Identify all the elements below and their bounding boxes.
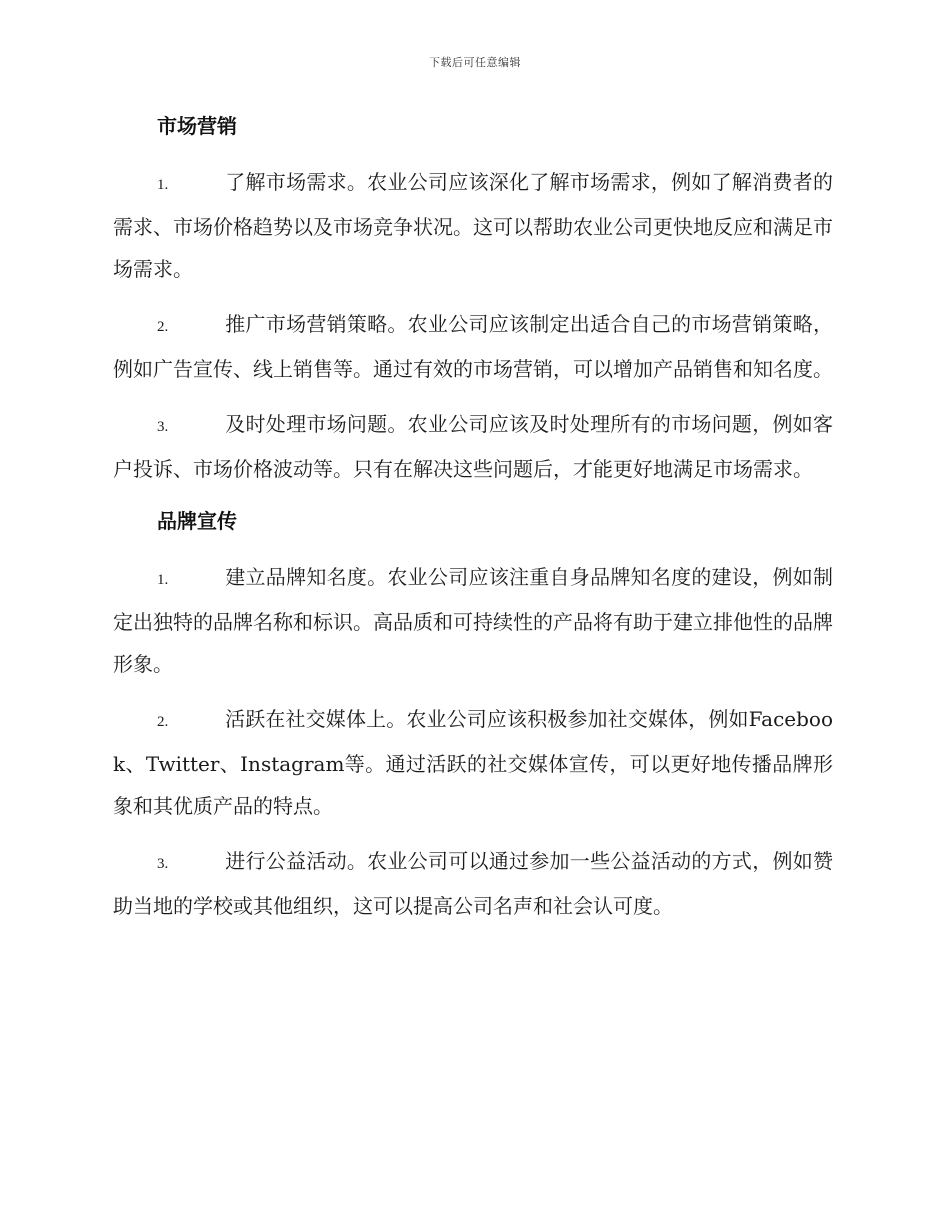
list-item-text: 进行公益活动。农业公司可以通过参加一些公益活动的方式，例如赞助当地的学校或其他组织，这可以提高公司名声和社会认可度。 [113,849,833,918]
page-header: 下载后可任意编辑 [429,56,521,69]
list-item [113,840,833,927]
document-body [113,108,833,940]
list-item-text: 及时处理市场问题。农业公司应该及时处理所有的市场问题，例如客户投诉、市场价格波动等。只有在解决这些问题后，才能更好地满足市场需求。 [113,412,833,481]
list-item [113,698,833,827]
list-item-number: 3. [157,419,169,435]
list-item-number: 2. [157,319,169,335]
section-heading-marketing: 市场营销 [157,114,237,138]
list-item-text: 了解市场需求。农业公司应该深化了解市场需求，例如了解消费者的需求、市场价格趋势以及市场竞争状况。这可以帮助农业公司更快地反应和满足市场需求。 [113,170,833,281]
list-item-text: 建立品牌知名度。农业公司应该注重自身品牌知名度的建设，例如制定出独特的品牌名称和标识。高品质和可持续性的产品将有助于建立排他性的品牌形象。 [113,565,833,676]
list-item [113,161,833,290]
list-item-text: 推广市场营销策略。农业公司应该制定出适合自己的市场营销策略，例如广告宣传、线上销售等。通过有效的市场营销，可以增加产品销售和知名度。 [113,312,833,381]
list-item [113,303,833,390]
list-item [113,403,833,490]
list-item [113,556,833,685]
list-item-number: 2. [157,714,169,730]
list-item-text: 活跃在社交媒体上。农业公司应该积极参加社交媒体，例如Facebook、Twitter、Instagram等。通过活跃的社交媒体宣传，可以更好地传播品牌形象和其优质产品的特点。 [113,707,833,818]
list-item-number: 1. [157,572,169,588]
list-item-number: 1. [157,177,169,193]
section-heading-branding: 品牌宣传 [157,509,237,533]
list-item-number: 3. [157,856,169,872]
